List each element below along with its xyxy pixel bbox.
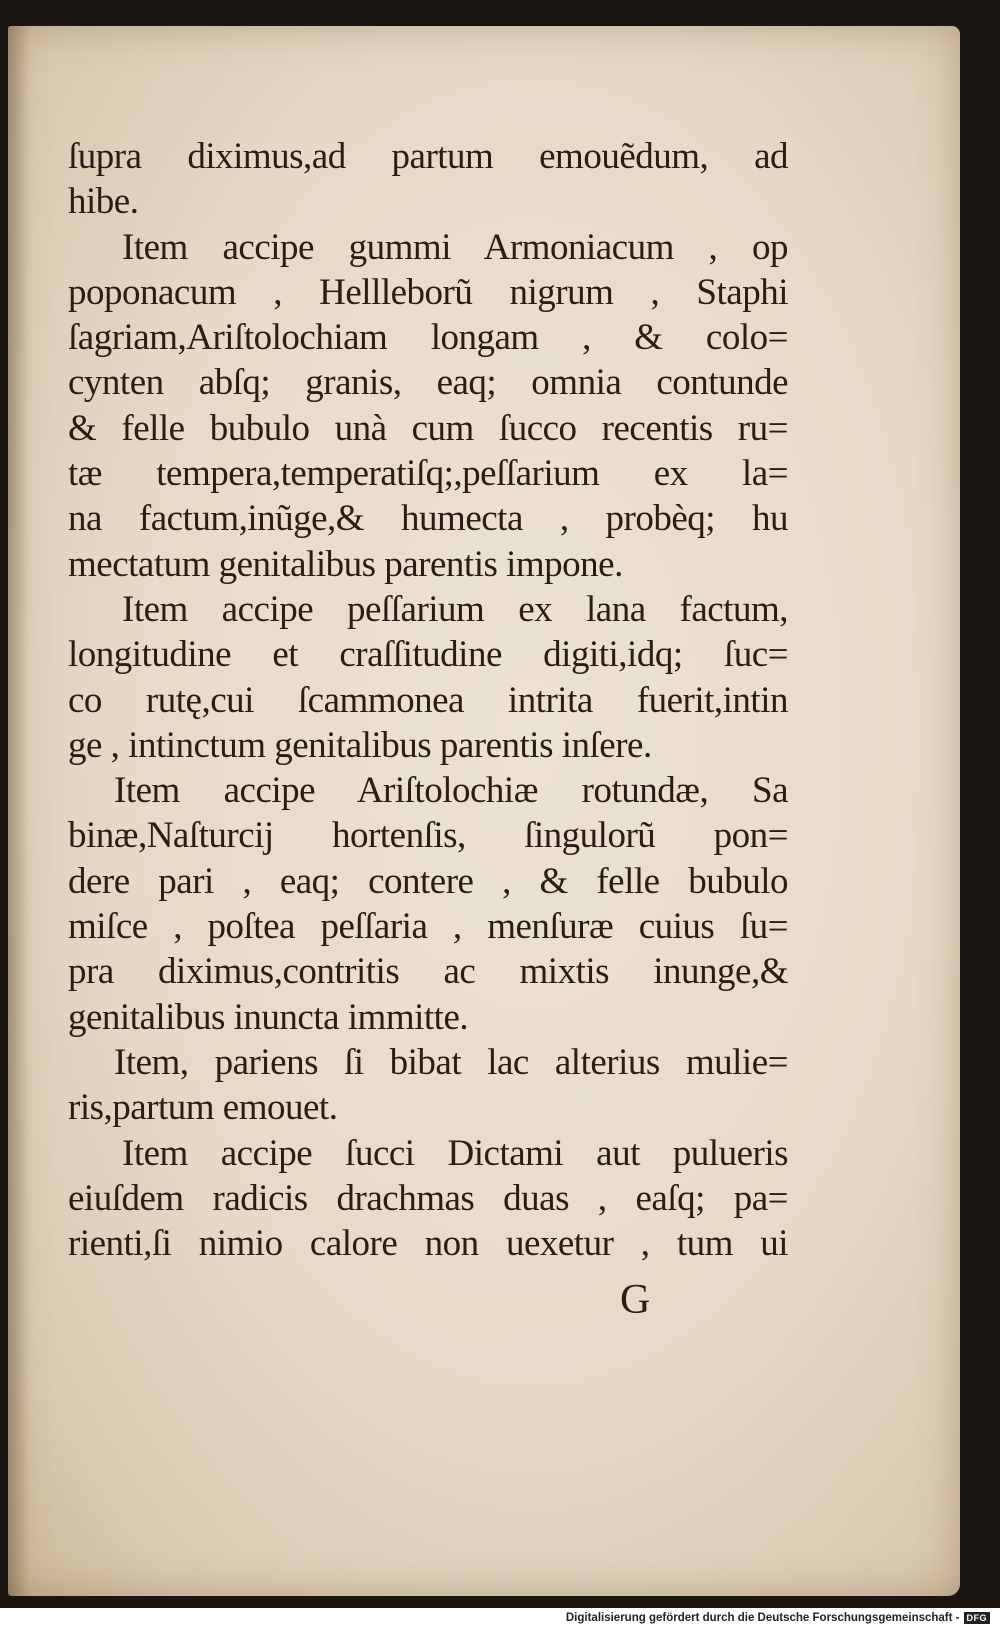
text-line: longitudine et craſſitudine digiti,idq; ſuc= (68, 634, 788, 676)
page-text (68, 134, 788, 1266)
text-line: miſce , poſtea peſſaria , menſuræ cuius ſu= (68, 906, 788, 948)
text-line: mectatum genitalibus parentis impone. (68, 543, 623, 585)
signature-mark: G (620, 1277, 651, 1323)
text-line: cynten abſq; granis, eaq; omnia contunde (68, 362, 788, 404)
text-line: eiuſdem radicis drachmas duas , eaſq; pa= (68, 1177, 788, 1219)
text-line: dere pari , eaq; contere , & felle bubulo (68, 860, 788, 902)
text-line: Item accipe peſſarium ex lana factum, (122, 588, 788, 630)
text-line: poponacum , Hellleborũ nigrum , Staphi (68, 271, 788, 313)
book-page (8, 26, 960, 1596)
text-line: na factum,inũge,& humecta , probèq; hu (68, 498, 788, 540)
text-line: ſupra diximus,ad partum emouẽdum, ad (68, 136, 788, 177)
text-line: binæ,Naſturcij hortenſis, ſingulorũ pon= (68, 815, 788, 857)
text-line: genitalibus inuncta immitte. (68, 996, 469, 1038)
text-line: co rutę,cui ſcammonea intrita fuerit,intin (68, 679, 788, 721)
text-line: tæ tempera,temperatiſq;,peſſarium ex la= (68, 453, 788, 495)
dfg-logo: DFG (964, 1612, 991, 1624)
text-line: ſagriam,Ariſtolochiam longam , & colo= (68, 317, 788, 359)
text-line: hibe. (68, 181, 139, 223)
text-line: Item accipe ſucci Dictami aut pulueris (122, 1132, 788, 1174)
footer-credit: Digitalisierung gefördert durch die Deutsche Forschungsgemeinschaft - (565, 1612, 960, 1624)
text-line: rienti,ſi nimio calore non uexetur , tum ui (68, 1223, 788, 1265)
digitization-footer (566, 1612, 990, 1624)
text-line: ris,partum emouet. (68, 1087, 338, 1129)
text-line: pra diximus,contritis ac mixtis inunge,& (68, 951, 788, 993)
text-line: Item accipe Ariſtolochiæ rotundæ, Sa (114, 770, 788, 812)
text-line: ge , intinctum genitalibus parentis inſere. (68, 724, 652, 766)
text-line: & felle bubulo unà cum ſucco recentis ru= (68, 407, 788, 449)
text-line: Item accipe gummi Armoniacum , op (122, 226, 788, 268)
text-line: Item, pariens ſi bibat lac alterius mulie= (114, 1041, 788, 1083)
